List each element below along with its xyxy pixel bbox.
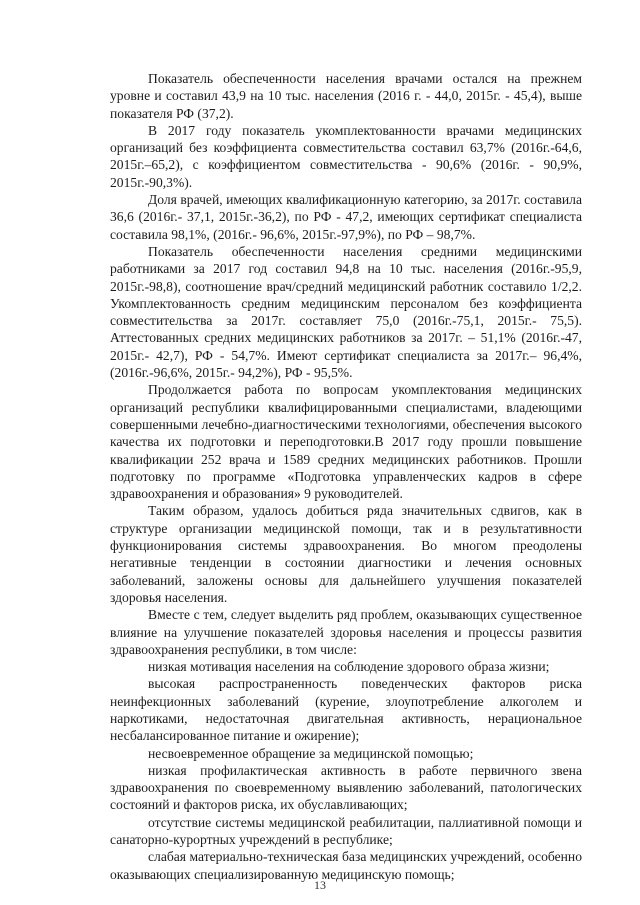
page-number: 13: [314, 878, 326, 892]
list-item-low-motivation: низкая мотивация населения на соблюдение здорового образа жизни;: [148, 659, 550, 675]
list-item-low-prevention: низкая профилактическая активность в работе первичного звена здравоохранения по своевременному выявлению заболеваний, патологических состояний и факторов риска, их обуславливающих;: [110, 762, 582, 813]
paragraph-nursing-staff: Показатель обеспеченности населения средними медицинскими работниками за 2017 год составил 94,8 на 10 тыс. населения (2016г.-95,9, 2015г.-98,8), соотношение врач/средний медицинский работник составило 1/2,2. Укомплектованность средним медицинским персоналом без коэффициента совместительства за 2017г. составляет 75,0 (2016г.-75,1, 2015г.- 75,5). Аттестованных средних медицинских работников за 2017г. – 51,1% (2016г.-47, 2015г.- 42,7), РФ - 54,7%. Имеют сертификат специалиста за 2017г.– 96,4%, (2016г.-96,6%, 2015г.- 94,2%), РФ - 95,5%.: [110, 243, 582, 381]
list-item-behavioral-risk: высокая распространенность поведенческих факторов риска неинфекционных заболеваний (курение, злоупотребление алкоголем и наркотиками, недостаточная двигательная активность, нерациональное несбалансированное питание и ожирение);: [110, 676, 582, 744]
paragraph-results-summary: Таким образом, удалось добиться ряда значительных сдвигов, как в структуре организации медицинской помощи, так и в результативности функционирования системы здравоохранения. Во многом преодолены негативные тенденции в состоянии диагностики и лечения основных заболеваний, заложены основы для дальнейшего улучшения показателей здоровья населения.: [110, 503, 582, 605]
document-body: [110, 70, 582, 883]
paragraph-problems-intro: Вместе с тем, следует выделить ряд проблем, оказывающих существенное влияние на улучшение показателей здоровья населения и процессы развития здравоохранения республики, в том числе:: [110, 607, 582, 657]
paragraph-staffing-doctors: В 2017 году показатель укомплектованности врачами медицинских организаций без коэффициента совместительства составил 63,7% (2016г.-64,6, 2015г.–65,2), с коэффициентом совместительства - 90,6% (2016г. - 90,9%, 2015г.-90,3%).: [110, 122, 582, 190]
list-item-no-rehabilitation: отсутствие системы медицинской реабилитации, паллиативной помощи и санаторно-курортных учреждений в республике;: [110, 814, 582, 848]
paragraph-doctor-provision: Показатель обеспеченности населения врачами остался на прежнем уровне и составил 43,9 на 10 тыс. населения (2016 г. - 44,0, 2015г. - 45,4), выше показателя РФ (37,2).: [110, 71, 582, 121]
list-item-weak-equipment: слабая материально-техническая база медицинских учреждений, особенно оказывающих специализированную медицинскую помощь;: [110, 849, 582, 882]
list-item-late-treatment: несвоевременное обращение за медицинской помощью;: [148, 745, 474, 761]
paragraph-qualification-category: Доля врачей, имеющих квалификационную категорию, за 2017г. составила 36,6 (2016г.- 37,1, 2015г.-36,2), по РФ - 47,2, имеющих сертификат специалиста составила 98,1%, (2016г.- 96,6%, 2015г.-97,9%), по РФ – 98,7%.: [110, 192, 582, 242]
paragraph-staff-training: Продолжается работа по вопросам укомплектования медицинских организаций республики квалифицированными специалистами, владеющими совершенными лечебно-диагностическими технологиями, обеспечения высокого качества их подготовки и переподготовки.В 2017 году прошли повышение квалификации 252 врача и 1589 средних медицинских работников. Прошли подготовку по программе «Подготовка управленческих кадров в сфере здравоохранения и образования» 9 руководителей.: [110, 382, 582, 502]
